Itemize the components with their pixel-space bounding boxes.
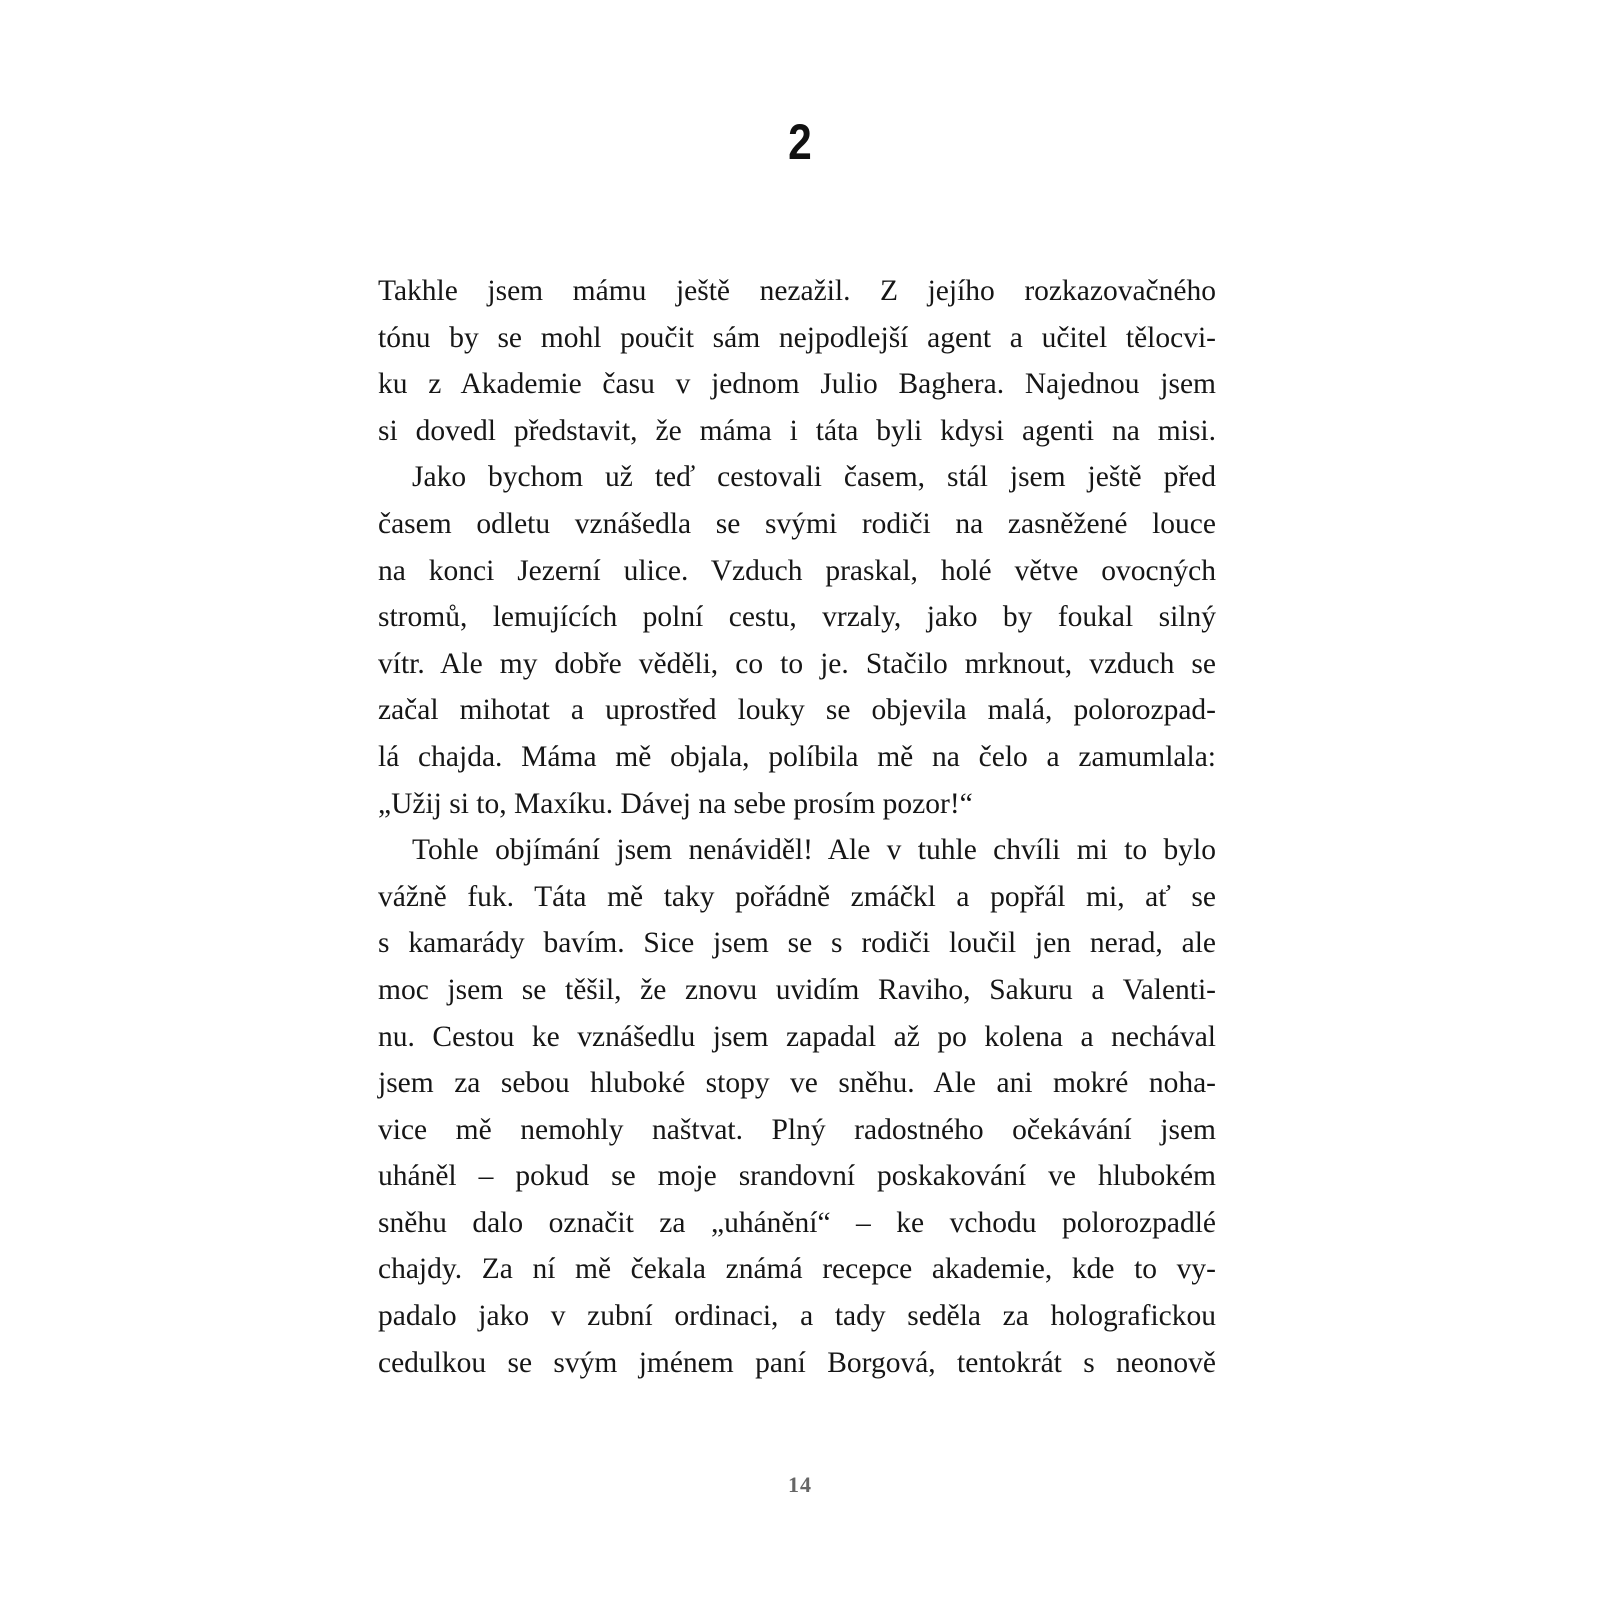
text-line: si dovedl představit, že máma i táta byli kdysi agenti na misi. xyxy=(378,414,1216,447)
text-line: jsem za sebou hluboké stopy ve sněhu. Ale ani mokré noha- xyxy=(378,1067,1216,1100)
text-line: nu. Cestou ke vznášedlu jsem zapadal až po kolena a nechával xyxy=(378,1020,1216,1053)
text-line: vítr. Ale my dobře věděli, co to je. Stačilo mrknout, vzduch se xyxy=(378,647,1216,680)
text-line: chajdy. Za ní mě čekala známá recepce akademie, kde to vy- xyxy=(378,1253,1216,1286)
paragraph xyxy=(378,454,1216,827)
chapter-number: 2 xyxy=(788,114,812,170)
text-line: s kamarády bavím. Sice jsem se s rodiči loučil jen nerad, ale xyxy=(378,927,1216,960)
text-line: začal mihotat a uprostřed louky se objevila malá, polorozpad- xyxy=(378,694,1216,727)
text-line: moc jsem se těšil, že znovu uvidím Raviho, Sakuru a Valenti- xyxy=(378,973,1216,1006)
text-line: Tohle objímání jsem nenáviděl! Ale v tuhle chvíli mi to bylo xyxy=(412,834,1216,867)
text-line: cedulkou se svým jménem paní Borgová, tentokrát s neonově xyxy=(378,1346,1216,1379)
text-line: časem odletu vznášedla se svými rodiči na zasněžené louce xyxy=(378,507,1216,540)
paragraph xyxy=(378,268,1216,454)
text-line: „Užij si to, Maxíku. Dávej na sebe prosím pozor!“ xyxy=(378,787,973,820)
text-line: lá chajda. Máma mě objala, políbila mě na čelo a zamumlala: xyxy=(378,740,1216,773)
text-line: ku z Akademie času v jednom Julio Baghera. Najednou jsem xyxy=(378,368,1216,401)
page-number: 14 xyxy=(788,1472,812,1497)
paragraph xyxy=(378,827,1216,1386)
text-line: Takhle jsem mámu ještě nezažil. Z jejího rozkazovačného xyxy=(378,275,1216,307)
text-line: uháněl – pokud se moje srandovní poskakování ve hlubokém xyxy=(378,1160,1216,1193)
text-line: stromů, lemujících polní cestu, vrzaly, jako by foukal silný xyxy=(378,601,1216,634)
text-line: vice mě nemohly naštvat. Plný radostného očekávání jsem xyxy=(378,1113,1216,1146)
text-line: padalo jako v zubní ordinaci, a tady seděla za holografickou xyxy=(378,1300,1216,1333)
text-line: sněhu dalo označit za „uhánění“ – ke vchodu polorozpadlé xyxy=(378,1206,1216,1239)
text-line: tónu by se mohl poučit sám nejpodlejší agent a učitel tělocvi- xyxy=(378,321,1216,354)
text-line: na konci Jezerní ulice. Vzduch praskal, holé větve ovocných xyxy=(378,554,1216,587)
body-text xyxy=(378,268,1216,1386)
text-line: Jako bychom už teď cestovali časem, stál jsem ještě před xyxy=(412,461,1216,494)
text-line: vážně fuk. Táta mě taky pořádně zmáčkl a popřál mi, ať se xyxy=(378,880,1216,913)
